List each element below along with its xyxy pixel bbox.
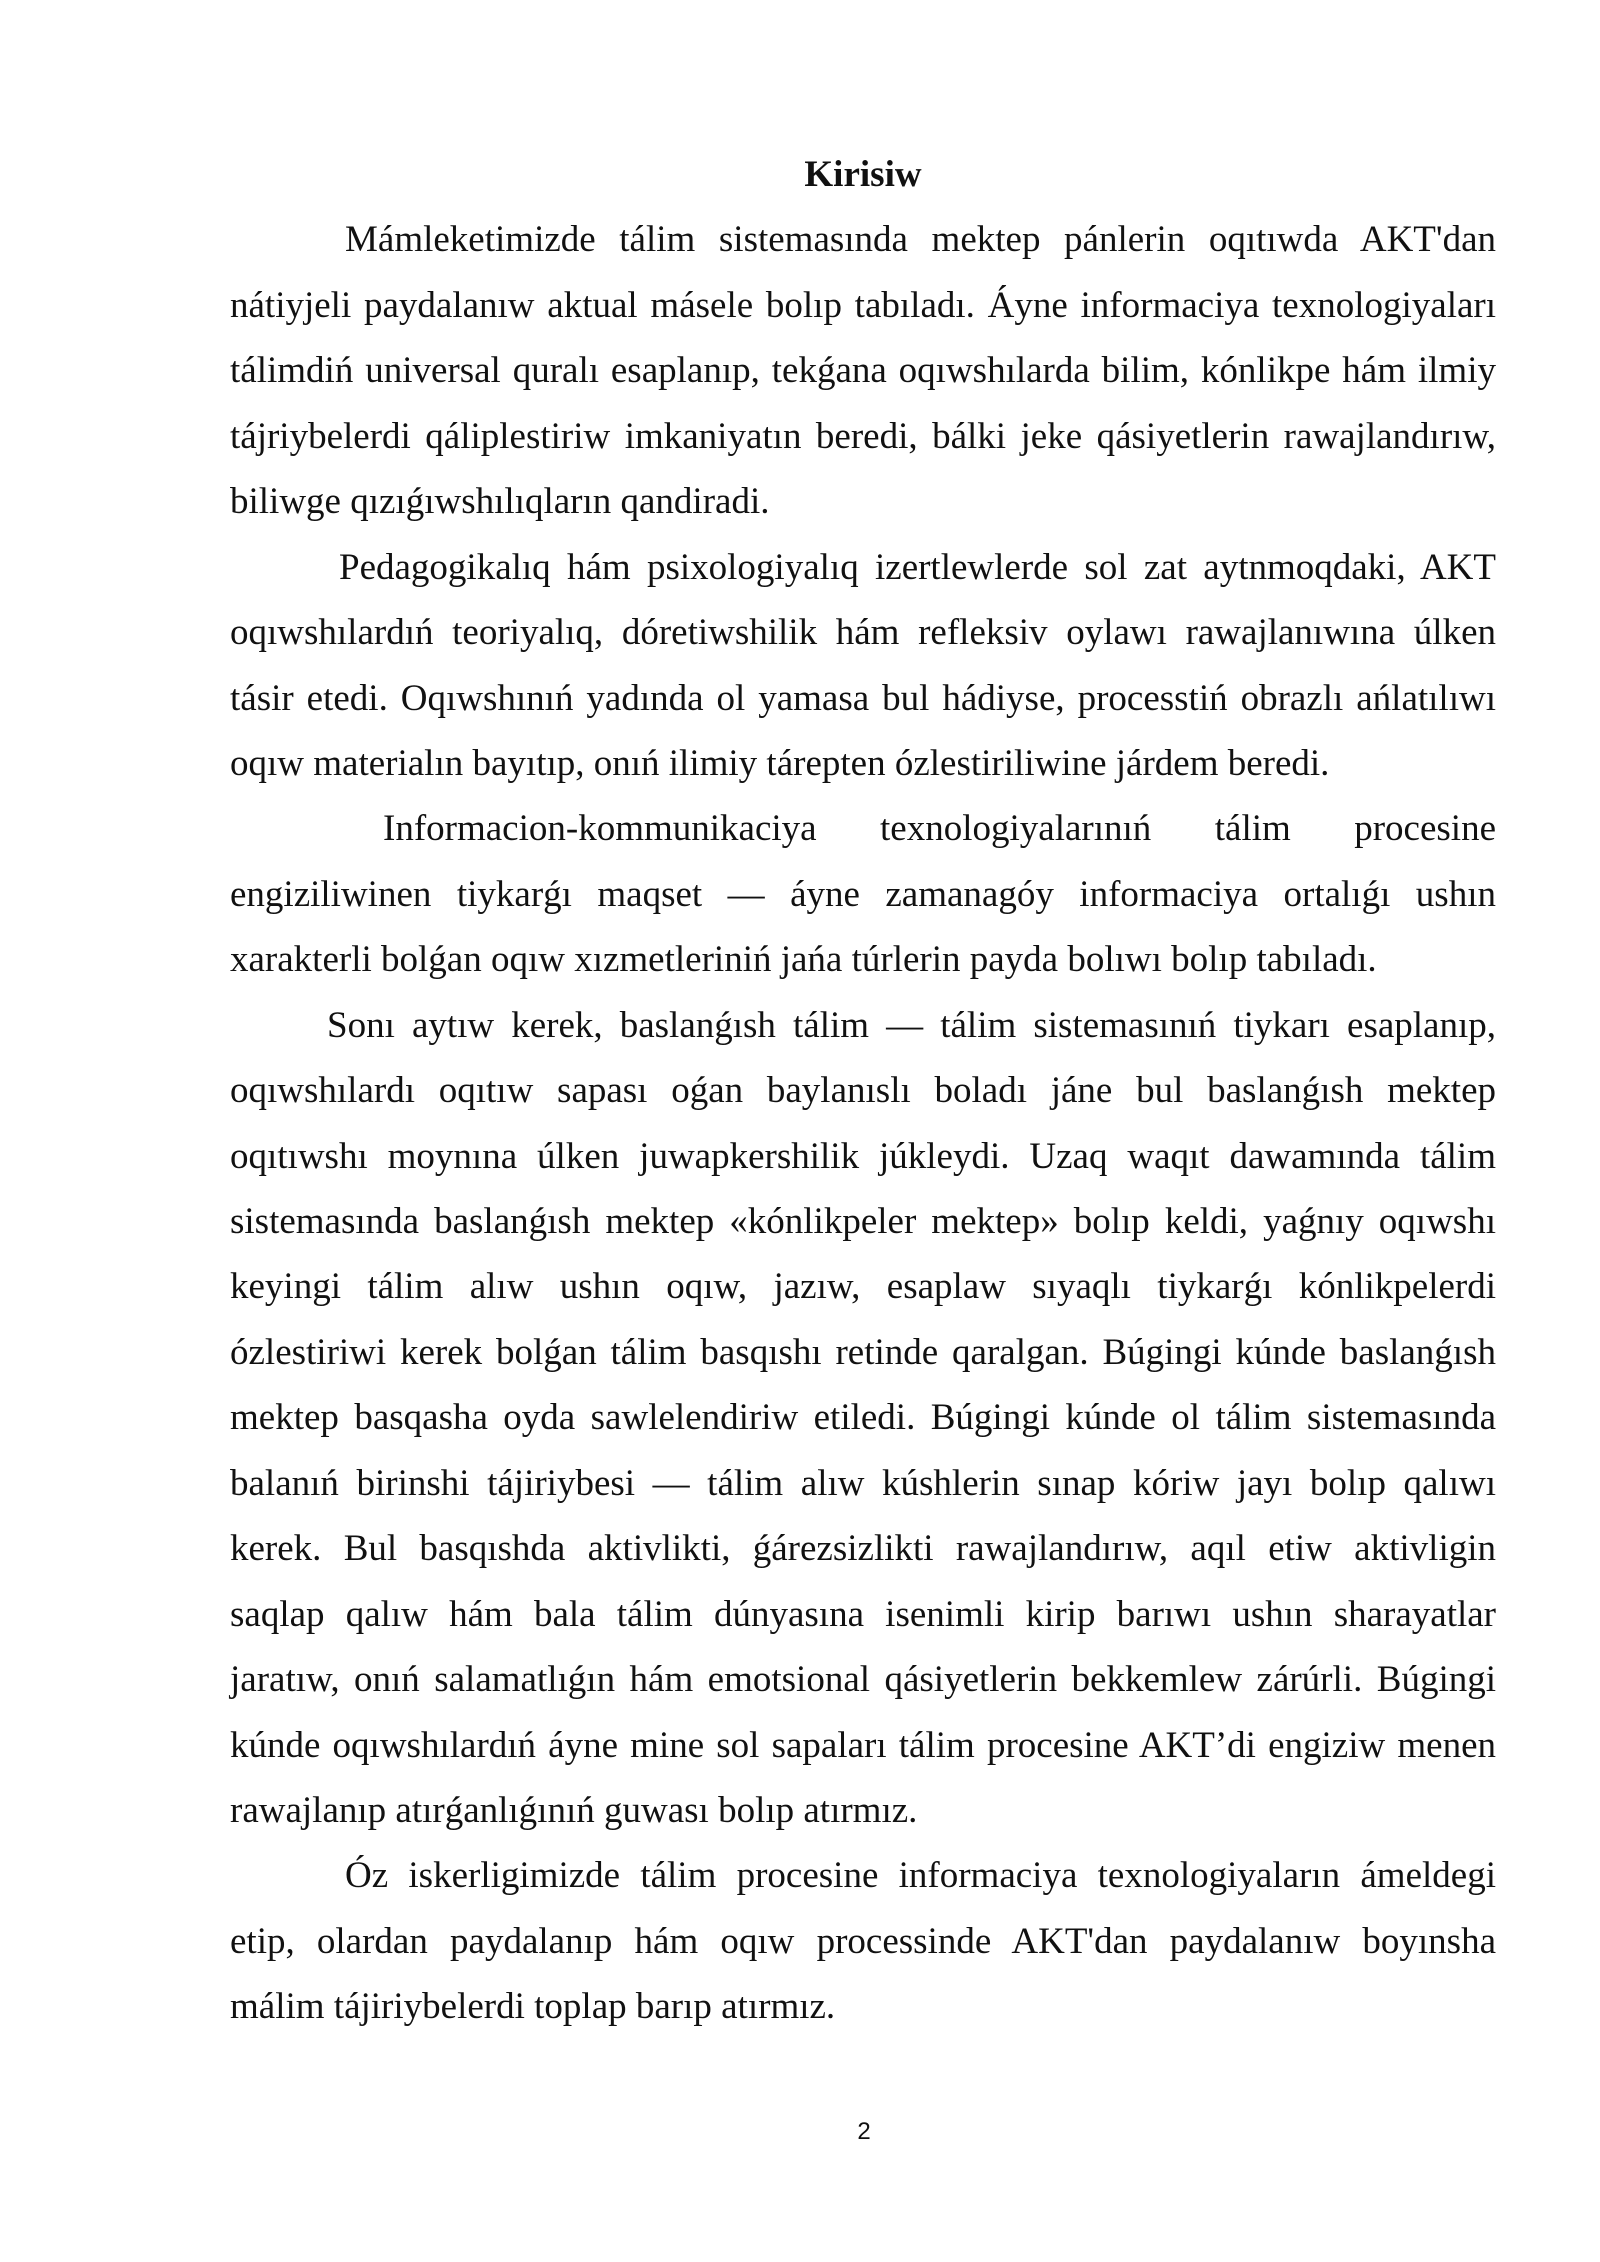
text-line: biliwge qızıǵıwshılıqların qandiradi.	[230, 481, 770, 523]
paragraph	[230, 535, 1496, 797]
text-line: Informacion-kommunikaciya texnologiyalarınıń tálim procesine	[383, 808, 1496, 850]
text-line: tálimdiń universal quralı esaplanıp, tekǵana oqıwshılarda bilim, kónlikpe hám ilmiy	[230, 350, 1496, 392]
text-line: engiziliwinen tiykarǵı maqset — áyne zamanagóy informaciya ortalıǵı ushın	[230, 873, 1496, 915]
text-line: sistemasında baslanǵısh mektep «kónlikpeler mektep» bolıp keldi, yaǵnıy oqıwshı	[230, 1201, 1496, 1242]
text-line: oqıwshılardıń teoriyalıq, dóretiwshilik hám refleksiv oylawı rawajlanıwına úlken	[230, 612, 1496, 654]
text-line: rawajlanıp atırǵanlıǵınıń guwası bolıp atırmız.	[230, 1789, 918, 1831]
text-line: balanıń birinshi tájiriybesi — tálim alıw kúshlerin sınap kóriw jayı bolıp qalıwı	[230, 1462, 1496, 1504]
text-line: kerek. Bul basqıshda aktivlikti, ǵárezsizlikti rawajlandırıw, aqıl etiw aktivligin	[230, 1528, 1496, 1570]
text-line: oqıtıwshı moynına úlken juwapkershilik júkleydi. Uzaq waqıt dawamında tálim	[230, 1135, 1496, 1177]
text-line: Mámleketimizde tálim sistemasında mektep pánlerin oqıtıwda AKT'dan	[345, 219, 1496, 261]
paragraph	[230, 796, 1496, 992]
text-line: saqlap qalıw hám bala tálim dúnyasına isenimli kirip barıwı ushın sharayatlar	[230, 1593, 1496, 1635]
paragraph	[230, 993, 1496, 1844]
text-line: keyingi tálim alıw ushın oqıw, jazıw, esaplaw sıyaqlı tiykarǵı kónlikpelerdi	[230, 1266, 1496, 1308]
text-line: nátiyjeli paydalanıw aktual másele bolıp tabıladı. Áyne informaciya texnologiyaları	[230, 284, 1496, 326]
text-line: etip, olardan paydalanıp hám oqıw processinde AKT'dan paydalanıw boyınsha	[230, 1920, 1496, 1962]
text-line: Óz iskerligimizde tálim procesine informaciya texnologiyaların ámeldegi	[345, 1855, 1496, 1897]
text-line: mektep basqasha oyda sawlelendiriw etiledi. Búgingi kúnde ol tálim sistemasında	[230, 1397, 1496, 1439]
text-line: kúnde oqıwshılardıń áyne mine sol sapaları tálim procesine AKT’di engiziw menen	[230, 1724, 1496, 1766]
text-line: málim tájiriybelerdi toplap barıp atırmız.	[230, 1986, 836, 2028]
text-line: tásir etedi. Oqıwshınıń yadında ol yamasa bul hádiyse, processtiń obrazlı ańlatılıwı	[230, 677, 1496, 719]
text-line: oqıw materialın bayıtıp, onıń ilimiy tárepten ózlestiriliwine járdem beredi.	[230, 742, 1330, 784]
text-line: Sonı aytıw kerek, baslanǵısh tálim — tálim sistemasınıń tiykarı esaplanıp,	[327, 1004, 1496, 1046]
text-line: jaratıw, onıń salamatlıǵın hám emotsional qásiyetlerin bekkemlew zárúrli. Búgingi	[230, 1659, 1496, 1701]
text-line: xarakterli bolǵan oqıw xızmetleriniń jańa túrlerin payda bolıwı bolıp tabıladı.	[230, 939, 1377, 981]
text-line: oqıwshılardı oqıtıw sapası oǵan baylanıslı boladı jáne bul baslanǵısh mektep	[230, 1070, 1496, 1112]
page-number: 2	[857, 2118, 871, 2145]
document-title: Kirisiw	[804, 154, 922, 195]
paragraph	[230, 207, 1496, 534]
text-line: Pedagogikalıq hám psixologiyalıq izertlewlerde sol zat aytnmoqdaki, AKT	[339, 546, 1496, 588]
text-line: tájriybelerdi qáliplestiriw imkaniyatın beredi, bálki jeke qásiyetlerin rawajlandırıw,	[230, 415, 1496, 457]
paragraph	[230, 1843, 1496, 2039]
text-column	[230, 142, 1496, 2040]
text-line: ózlestiriwi kerek bolǵan tálim basqıshı retinde qaralgan. Búgingi kúnde baslanǵısh	[230, 1331, 1496, 1373]
